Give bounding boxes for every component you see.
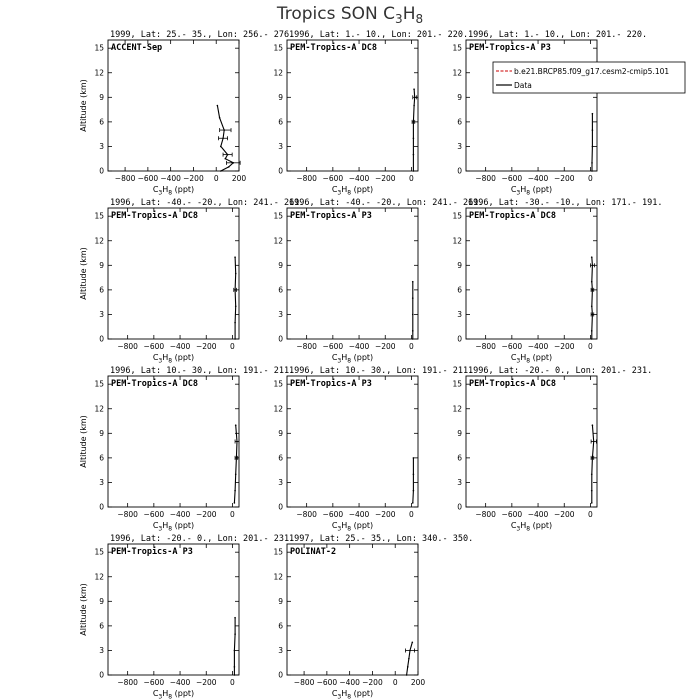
y-tick-label: 9 [278,260,283,270]
data-point [591,338,593,340]
panel-header: 1996, Lat: -20.- 0., Lon: 201.- 231. [110,534,295,544]
y-tick-label: 12 [273,572,283,582]
y-tick-label: 9 [457,260,462,270]
y-tick-label: 3 [457,309,462,319]
data-point [234,256,236,258]
y-tick-label: 15 [94,211,104,221]
campaign-label: PEM-Tropics-A DC8 [111,211,198,221]
data-point [219,117,221,119]
y-tick-label: 15 [273,43,283,53]
campaign-label: PEM-Tropics-A DC8 [469,379,556,389]
y-tick-label: 9 [278,428,283,438]
data-point [413,137,415,139]
legend [493,62,685,93]
campaign-label: POLINAT-2 [290,547,337,557]
data-point [235,305,237,307]
y-tick-label: 12 [452,236,462,246]
x-tick-label: −400 [348,510,370,519]
data-point [591,305,593,307]
data-point [228,166,230,168]
x-tick-label: −400 [169,342,191,351]
legend-obs-label: Data [514,81,532,90]
y-tick-label: 0 [457,502,462,512]
y-tick-label: 6 [278,117,283,127]
data-point [413,490,415,492]
data-point [234,502,236,504]
x-tick-label: −800 [117,510,138,519]
x-tick-label: 200 [231,174,247,183]
campaign-label: PEM-Tropics-A DC8 [111,379,198,389]
data-point [220,170,222,172]
data-point [234,633,236,635]
campaign-label: PEM-Tropics-A P3 [469,43,551,53]
y-tick-label: 6 [99,285,104,295]
y-tick-label: 6 [99,621,104,631]
y-tick-label: 9 [99,596,104,606]
x-tick-label: −200 [374,510,396,519]
y-tick-label: 0 [99,670,104,680]
y-tick-label: 6 [457,453,462,463]
y-tick-label: 3 [457,477,462,487]
panel-header: 1996, Lat: -20.- 0., Lon: 201.- 231. [468,366,653,376]
x-axis-label: $C_3H_8$ (ppt) [331,521,374,533]
data-point [591,502,593,504]
x-tick-label: 0 [230,510,235,519]
data-point [412,297,414,299]
x-tick-label: −200 [195,342,217,351]
x-axis-label: $C_3H_8$ (ppt) [331,689,374,700]
data-point [234,338,236,340]
data-point [407,666,409,668]
data-point [235,424,237,426]
data-point [235,473,237,475]
x-axis-label: $C_3H_8$ (ppt) [152,353,195,365]
y-tick-label: 3 [99,309,104,319]
y-tick-label: 0 [278,502,283,512]
x-tick-label: −600 [143,678,165,687]
x-axis-label: $C_3H_8$ (ppt) [331,353,374,365]
y-tick-label: 0 [457,334,462,344]
legend-model-label: b.e21.BRCP85.f09_g17.cesm2-cmip5.101 [514,67,670,76]
y-tick-label: 6 [99,453,104,463]
panel-header: 1996, Lat: 1.- 10., Lon: 201.- 220. [289,30,469,40]
x-axis-label: $C_3H_8$ (ppt) [152,521,195,533]
x-tick-label: 0 [409,174,414,183]
y-tick-label: 6 [457,285,462,295]
data-point [234,322,236,324]
data-point [412,281,414,283]
panel-header: 1996, Lat: -30.- -10., Lon: 171.- 191. [468,198,663,208]
y-tick-label: 15 [94,43,104,53]
y-axis-label: Altitude (km) [79,415,88,468]
x-tick-label: −400 [527,510,549,519]
data-point [220,146,222,148]
x-tick-label: 0 [230,342,235,351]
data-point [413,457,415,459]
data-point [592,113,594,115]
y-tick-label: 3 [278,645,283,655]
y-tick-label: 12 [94,236,104,246]
data-profile-line [413,458,414,503]
y-tick-label: 6 [278,621,283,631]
y-tick-label: 9 [278,92,283,102]
panel-header: 1996, Lat: 10.- 30., Lon: 191.- 211. [110,366,295,376]
x-tick-label: −400 [169,510,191,519]
x-tick-label: −600 [137,174,159,183]
data-profile-line [592,257,593,339]
y-tick-label: 6 [99,117,104,127]
y-tick-label: 0 [278,670,283,680]
data-point [234,617,236,619]
y-tick-label: 9 [99,92,104,102]
panel-header: 1997, Lat: 25.- 35., Lon: 340.- 350. [289,534,474,544]
x-tick-label: −200 [362,678,383,687]
y-axis-label: Altitude (km) [79,247,88,300]
x-tick-label: −600 [143,342,165,351]
x-tick-label: −200 [553,342,575,351]
data-point [413,88,415,90]
y-tick-label: 3 [99,141,104,151]
x-tick-label: −800 [114,174,136,183]
y-axis-label: Altitude (km) [79,79,88,132]
y-tick-label: 12 [94,572,104,582]
data-point [591,256,593,258]
x-tick-label: 0 [409,510,414,519]
y-tick-label: 0 [278,166,283,176]
y-tick-label: 15 [273,547,283,557]
x-tick-label: −200 [553,510,575,519]
data-point [592,129,594,131]
x-tick-label: −400 [348,342,370,351]
campaign-label: PEM-Tropics-A P3 [290,211,372,221]
x-tick-label: −800 [475,342,496,351]
data-point [591,330,593,332]
x-tick-label: −800 [293,678,315,687]
x-tick-label: −200 [553,174,575,183]
data-point [408,658,410,660]
x-tick-label: −600 [501,174,523,183]
data-point [591,473,593,475]
data-point [217,105,219,107]
x-tick-label: 0 [213,174,219,183]
campaign-label: ACCENT-Sep [111,43,163,53]
data-point [591,170,593,172]
y-tick-label: 15 [452,211,462,221]
data-point [592,146,594,148]
campaign-label: PEM-Tropics-A P3 [111,547,193,557]
x-tick-label: −400 [348,174,370,183]
data-point [412,314,414,316]
x-tick-label: −600 [322,174,344,183]
y-tick-label: 0 [99,502,104,512]
data-point [406,674,408,676]
y-tick-label: 12 [273,68,283,78]
x-tick-label: −400 [527,174,549,183]
x-tick-label: −400 [160,174,181,183]
y-tick-label: 6 [278,285,283,295]
x-tick-label: −600 [501,342,523,351]
y-tick-label: 0 [99,166,104,176]
data-point [235,273,237,275]
y-tick-label: 3 [278,141,283,151]
data-point [591,281,593,283]
x-tick-label: −200 [374,174,396,183]
data-point [413,473,415,475]
x-axis-label: $C_3H_8$ (ppt) [152,689,195,700]
campaign-label: PEM-Tropics-A DC8 [290,43,377,53]
data-point [234,490,236,492]
panel-header: 1996, Lat: -40.- -20., Lon: 241.- 261. [289,198,484,208]
y-tick-label: 15 [94,547,104,557]
x-tick-label: 0 [230,678,235,687]
y-tick-label: 15 [452,379,462,389]
x-tick-label: −400 [169,678,191,687]
data-point [591,490,593,492]
y-tick-label: 0 [457,166,462,176]
x-tick-label: 0 [392,678,398,687]
y-axis-label: Altitude (km) [79,583,88,636]
data-point [412,502,414,504]
data-profile-line [235,257,236,339]
x-tick-label: −400 [339,678,360,687]
panel-header: 1996, Lat: -40.- -20., Lon: 241.- 261. [110,198,305,208]
y-tick-label: 0 [278,334,283,344]
data-point [591,162,593,164]
x-tick-label: −200 [195,510,217,519]
y-tick-label: 15 [452,43,462,53]
y-tick-label: 12 [273,236,283,246]
y-tick-label: 9 [457,92,462,102]
y-tick-label: 15 [273,211,283,221]
x-tick-label: −600 [322,342,344,351]
panel-header: 1996, Lat: 1.- 10., Lon: 201.- 220. [468,30,648,40]
x-tick-label: 0 [588,510,593,519]
x-tick-label: −800 [117,342,138,351]
y-tick-label: 9 [99,260,104,270]
x-tick-label: 0 [588,174,593,183]
y-tick-label: 3 [278,477,283,487]
y-tick-label: 9 [99,428,104,438]
y-tick-label: 3 [278,309,283,319]
y-tick-label: 3 [457,141,462,151]
y-tick-label: 9 [457,428,462,438]
data-point [592,424,594,426]
panel-header: 1999, Lat: 25.- 35., Lon: 256.- 276. [110,30,295,40]
y-tick-label: 6 [457,117,462,127]
x-tick-label: 200 [410,678,426,687]
y-tick-label: 6 [278,453,283,463]
y-tick-label: 15 [94,379,104,389]
y-tick-label: 12 [452,68,462,78]
x-tick-label: −200 [183,174,204,183]
x-axis-label: $C_3H_8$ (ppt) [510,185,553,197]
data-point [225,158,227,160]
x-tick-label: −800 [475,510,496,519]
x-tick-label: −800 [296,342,317,351]
x-axis-label: $C_3H_8$ (ppt) [510,521,553,533]
data-point [412,641,414,643]
y-tick-label: 3 [99,645,104,655]
x-tick-label: −600 [316,678,338,687]
y-tick-label: 12 [273,404,283,414]
y-tick-label: 12 [452,404,462,414]
x-tick-label: −200 [195,678,217,687]
data-point [234,666,236,668]
y-tick-label: 15 [273,379,283,389]
x-tick-label: −600 [322,510,344,519]
data-point [413,105,415,107]
x-axis-label: $C_3H_8$ (ppt) [331,185,374,197]
x-tick-label: −600 [501,510,523,519]
y-tick-label: 0 [99,334,104,344]
y-tick-label: 3 [99,477,104,487]
x-axis-label: $C_3H_8$ (ppt) [152,185,195,197]
x-tick-label: −200 [374,342,396,351]
x-tick-label: −800 [296,510,317,519]
x-tick-label: −800 [475,174,496,183]
x-tick-label: 0 [409,342,414,351]
x-tick-label: 0 [588,342,593,351]
data-point [234,650,236,652]
x-tick-label: −400 [527,342,549,351]
x-tick-label: −800 [117,678,138,687]
data-point [413,154,415,156]
data-point [413,170,415,172]
x-tick-label: −600 [143,510,165,519]
data-point [412,330,414,332]
campaign-label: PEM-Tropics-A DC8 [469,211,556,221]
y-tick-label: 9 [278,596,283,606]
data-point [412,338,414,340]
x-tick-label: −800 [296,174,317,183]
figure-title: Tropics SON $C_3H_8$ [276,4,424,26]
x-axis-label: $C_3H_8$ (ppt) [510,353,553,365]
y-tick-label: 12 [94,68,104,78]
campaign-label: PEM-Tropics-A P3 [290,379,372,389]
panel-header: 1996, Lat: 10.- 30., Lon: 191.- 211. [289,366,474,376]
data-point [234,674,236,676]
y-tick-label: 12 [94,404,104,414]
